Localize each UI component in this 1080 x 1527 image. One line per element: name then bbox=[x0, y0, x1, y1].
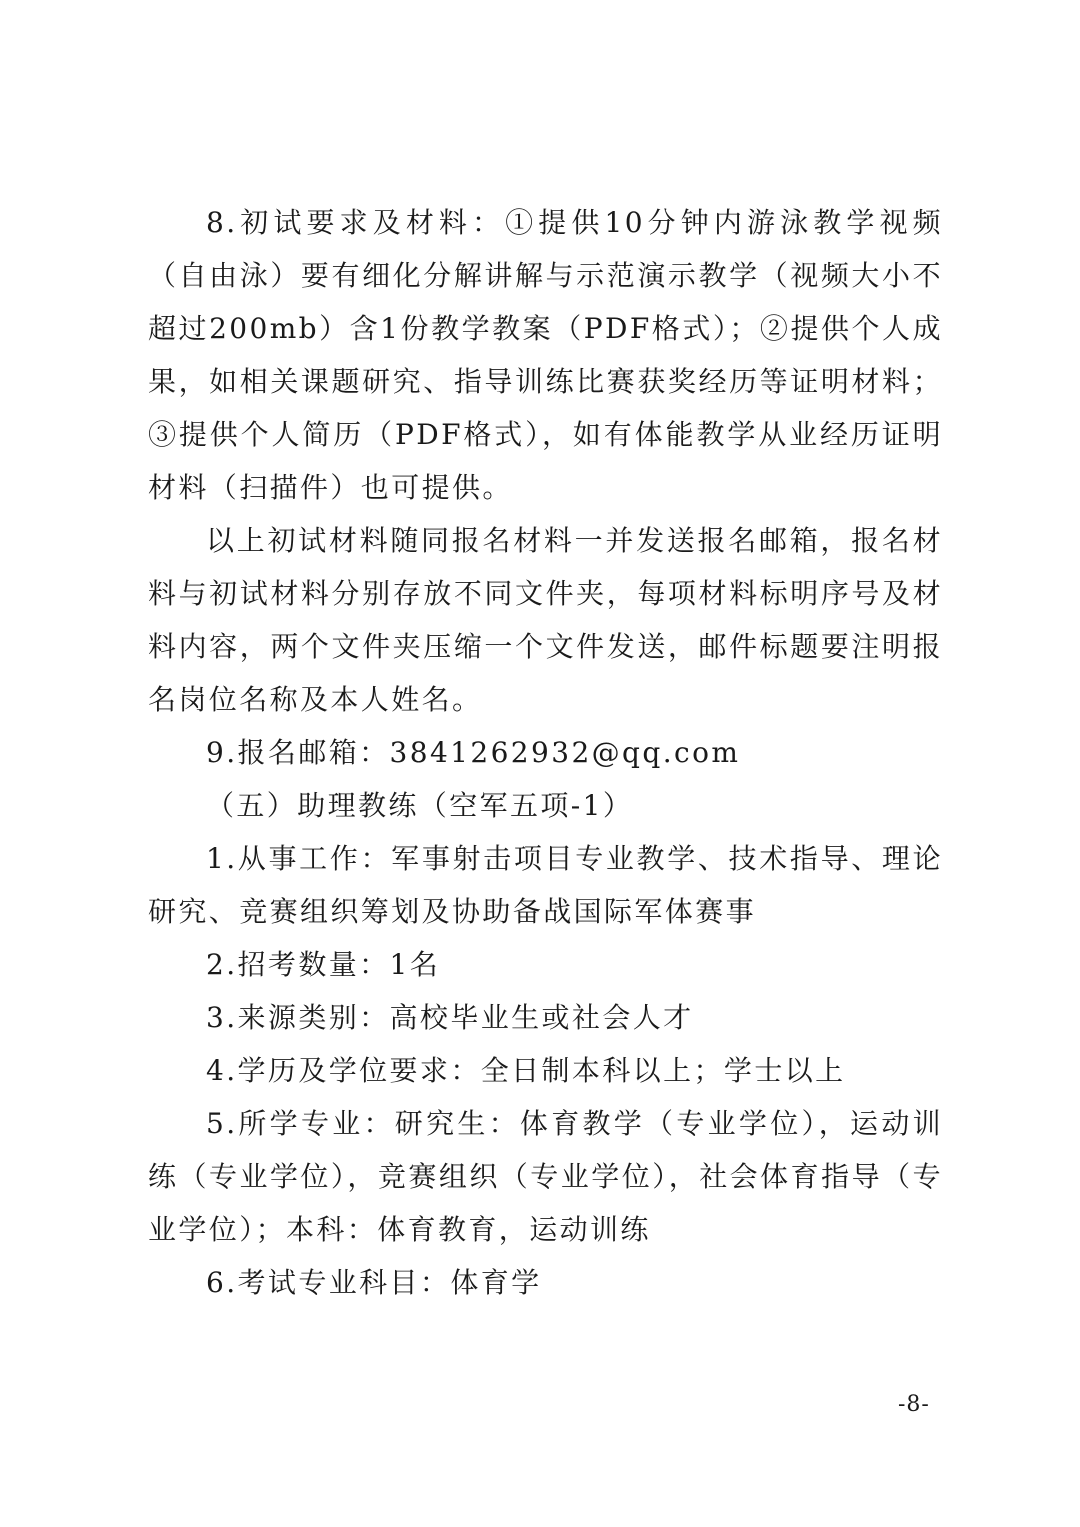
paragraph-job-duties: 1.从事工作：军事射击项目专业教学、技术指导、理论研究、竞赛组织筹划及协助备战国际军体赛事 bbox=[148, 842, 943, 928]
paragraph-education-requirements: 4.学历及学位要求：全日制本科以上；学士以上 bbox=[206, 1054, 846, 1087]
section-heading-assistant-coach: （五）助理教练（空军五项-1） bbox=[206, 789, 634, 822]
paragraph-initial-exam-requirements: 8.初试要求及材料：①提供10分钟内游泳教学视频（自由泳）要有细化分解讲解与示范演示教学（视频大小不超过200mb）含1份教学教案（PDF格式）；②提供个人成果，如相关课题研究、指导训练比赛获奖经历等证明材料；③提供个人简历（PDF格式），如有体能教学从业经历证明材料（扫描件）也可提供。 bbox=[148, 206, 943, 504]
page-number: -8- bbox=[898, 1392, 930, 1417]
document-body bbox=[148, 196, 943, 1309]
paragraph-source-category: 3.来源类别：高校毕业生或社会人才 bbox=[206, 1001, 694, 1034]
paragraph-recruitment-quantity: 2.招考数量：1名 bbox=[206, 948, 441, 981]
paragraph-major-requirements: 5.所学专业：研究生：体育教学（专业学位），运动训练（专业学位），竞赛组织（专业学位），社会体育指导（专业学位）；本科：体育教育，运动训练 bbox=[148, 1107, 943, 1246]
paragraph-exam-subject: 6.考试专业科目：体育学 bbox=[206, 1266, 542, 1299]
paragraph-submission-instructions: 以上初试材料随同报名材料一并发送报名邮箱，报名材料与初试材料分别存放不同文件夹，每项材料标明序号及材料内容，两个文件夹压缩一个文件发送，邮件标题要注明报名岗位名称及本人姓名。 bbox=[148, 524, 943, 716]
paragraph-registration-email: 9.报名邮箱：3841262932@qq.com bbox=[206, 736, 741, 769]
